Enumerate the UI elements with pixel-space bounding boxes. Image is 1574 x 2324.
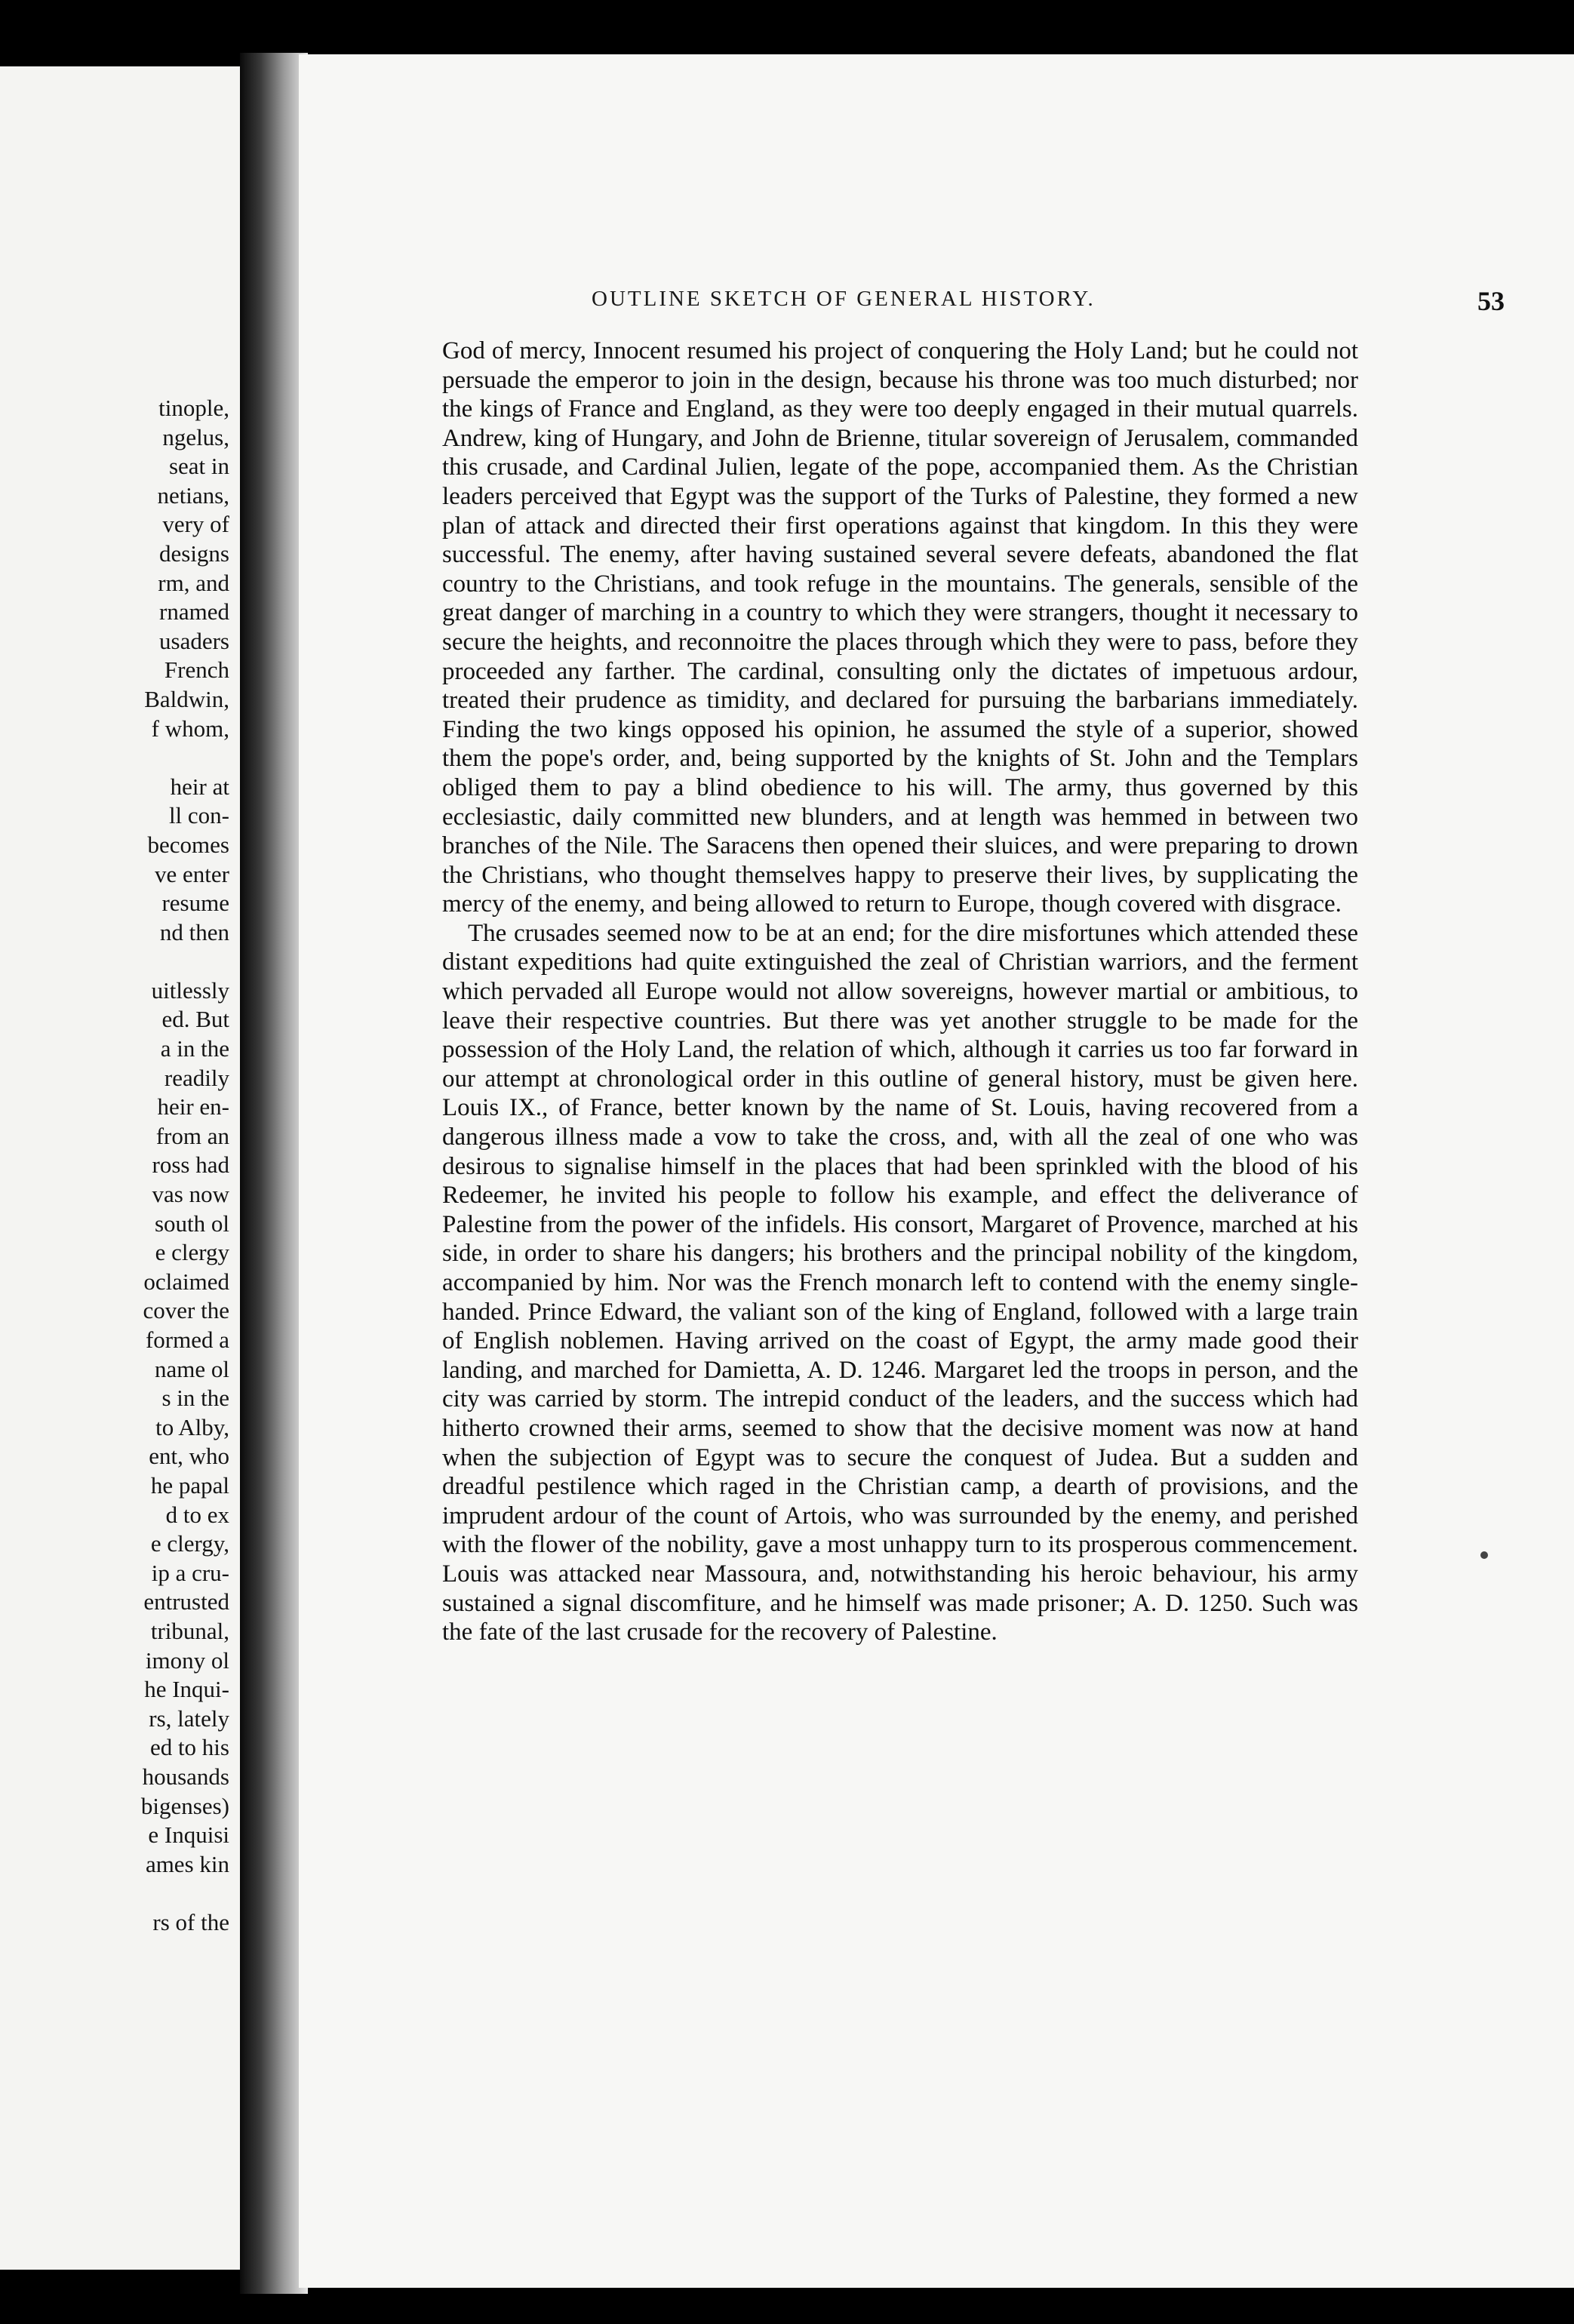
previous-page-line: ames kin [145, 1850, 229, 1877]
paragraph: God of mercy, Innocent resumed his project of conquering the Holy Land; but he could not persuade the emperor to join in the design, because his throne was too much disturbed; nor the kings of France and England, as they were too deeply engaged in their mutual quarrels. Andrew, king of Hungary, and John de Brienne, titular sovereign of Jerusalem, commanded this crusade, and Cardinal Julien, legate of the pope, accompanied them. As the Christian leaders perceived that Egypt was the support of the Turks of Palestine, they formed a new plan of attack and directed their first operations against that kingdom. In this they were successful. The enemy, after having sustained several severe defeats, abandoned the flat country to the Christians, and took refuge in the mountains. The generals, sensible of the great danger of marching in a country to which they were strangers, thought it necessary to secure the heights, and reconnoitre the places through which they were to pass, before they proceeded any farther. The cardinal, consulting only the dictates of impetuous ardour, treated their prudence as timidity, and declared for pursuing the barbarians immediately. Finding the two kings opposed his opinion, he assumed the style of a superior, showed them the pope's order, and, being supported by the knights of St. John and the Templars obliged them to pay a blind obedience to his will. The army, thus governed by this ecclesiastic, daily committed new blunders, and at length was hemmed in between two branches of the Nile. The Saracens then opened their sluices, and were preparing to drown the Christians, who thought themselves happy to preserve their lives, by supplicating the mercy of the enemy, and being allowed to return to Europe, though covered with disgrace. [442, 337, 1358, 918]
previous-page [0, 66, 240, 2270]
page-number: 53 [1477, 286, 1505, 316]
ink-speck [1480, 1551, 1488, 1559]
previous-page-line: ed. But [161, 1006, 229, 1033]
previous-page-line: seat in [168, 453, 229, 480]
previous-page-line: ll con- [168, 802, 229, 829]
previous-page-line: usaders [159, 627, 229, 654]
previous-page-line: bigenses) [140, 1792, 229, 1819]
previous-page-line: netians, [157, 481, 229, 509]
previous-page-line [0, 1879, 229, 1908]
previous-page-line: ent, who [149, 1443, 229, 1470]
previous-page-line: tinople, [158, 395, 229, 421]
previous-page-line: entrusted [143, 1588, 229, 1615]
previous-page-line: French [164, 656, 229, 684]
previous-page-line: ve enter [155, 860, 229, 887]
previous-page-line: imony ol [145, 1646, 229, 1674]
previous-page-line [0, 743, 229, 773]
previous-page-line: designs [159, 540, 229, 567]
previous-page-line: d to ex [165, 1501, 229, 1528]
previous-page-line: cover the [143, 1297, 229, 1324]
previous-page-line: a in the [160, 1035, 229, 1062]
previous-page-line: resume [161, 890, 229, 917]
previous-page-line: rs of the [152, 1908, 229, 1935]
previous-page-line: oclaimed [143, 1268, 229, 1295]
previous-page-line: f whom, [151, 715, 229, 742]
previous-page-line: south ol [154, 1210, 229, 1237]
previous-page-line: heir at [170, 773, 229, 800]
previous-page-text [0, 394, 229, 1937]
paragraph: The crusades seemed now to be at an end; for the dire misfortunes which attended these distant expeditions had quite extinguished the zeal of Christian warriors, and the ferment which pervaded all Europe would not allow sovereigns, however martial or ambitious, to leave their respective countries. But there was yet another struggle to be made for the possession of the Holy Land, the relation of which, although it carries us too far forward in our attempt at chronological order in this outline of general history, must be given here. Louis IX., of France, better known by the name of St. Louis, having recovered from a dangerous illness made a vow to take the cross, and, with all the zeal of one who was desirous to signalise himself in the places that had been sprinkled with the blood of his Redeemer, he invited his people to follow his example, and effect the deliverance of Palestine from the power of the infidels. His consort, Margaret of Provence, marched at his side, in order to share his dangers; his brothers and the principal nobility of the kingdom, accompanied by him. Nor was the French monarch left to contend with the enemy single-handed. Prince Edward, the valiant son of the king of England, followed with a large train of English noblemen. Having arrived on the coast of Egypt, the army made good their landing, and marched for Damietta, A. D. 1246. Margaret led the troops in person, and the city was carried by storm. The intrepid conduct of the leaders, and the success which had hitherto crowned their arms, seemed to show that the decisive moment was now at hand when the subjection of Egypt was to secure the conquest of Judea. But a sudden and dreadful pestilence which raged in the Christian camp, a dearth of provisions, and the imprudent ardour of the count of Artois, who was surrounded by the enemy, and perished with the flower of the nobility, gave a most unhappy turn to its prosperous commencement. Louis was attacked near Massoura, and, notwithstanding his heroic behaviour, his army sustained a signal discomfiture, and he himself was made prisoner; A. D. 1250. Such was the fate of the last crusade for the recovery of Palestine. [442, 919, 1358, 1646]
previous-page-line: e Inquisi [148, 1821, 229, 1849]
previous-page-line: ross had [152, 1151, 229, 1179]
previous-page-line [0, 947, 229, 976]
book-gutter [240, 53, 308, 2294]
previous-page-line: e clergy [155, 1239, 229, 1266]
current-page-content [299, 54, 1574, 2288]
body-text [442, 337, 1358, 1647]
previous-page-line: ip a cru- [151, 1559, 229, 1586]
previous-page-line: tribunal, [150, 1617, 229, 1644]
previous-page-line: rs, lately [149, 1705, 229, 1732]
previous-page-line: he papal [150, 1471, 229, 1499]
previous-page-line: Baldwin, [144, 685, 229, 712]
previous-page-line: nd then [159, 918, 229, 945]
previous-page-line: rm, and [158, 569, 229, 596]
previous-page-line: to Alby, [155, 1413, 229, 1440]
previous-page-line: ed to his [149, 1734, 229, 1761]
running-head [592, 287, 1505, 324]
previous-page-line: s in the [161, 1385, 229, 1412]
previous-page-line: housands [142, 1763, 229, 1790]
previous-page-line: rnamed [159, 598, 229, 626]
previous-page-line: e clergy, [150, 1530, 229, 1557]
running-title: OUTLINE SKETCH OF GENERAL HISTORY. [592, 287, 1096, 311]
previous-page-line: becomes [147, 831, 229, 858]
previous-page-line: heir en- [157, 1093, 229, 1120]
previous-page-line: ngelus, [162, 423, 229, 450]
previous-page-line: readily [164, 1064, 229, 1091]
previous-page-line: from an [155, 1122, 229, 1149]
previous-page-line: vas now [152, 1181, 229, 1208]
previous-page-line: name ol [155, 1355, 229, 1382]
previous-page-line: formed a [145, 1326, 229, 1353]
previous-page-line: uitlessly [151, 976, 229, 1004]
previous-page-line: he Inqui- [144, 1676, 229, 1703]
previous-page-line: very of [162, 511, 229, 538]
